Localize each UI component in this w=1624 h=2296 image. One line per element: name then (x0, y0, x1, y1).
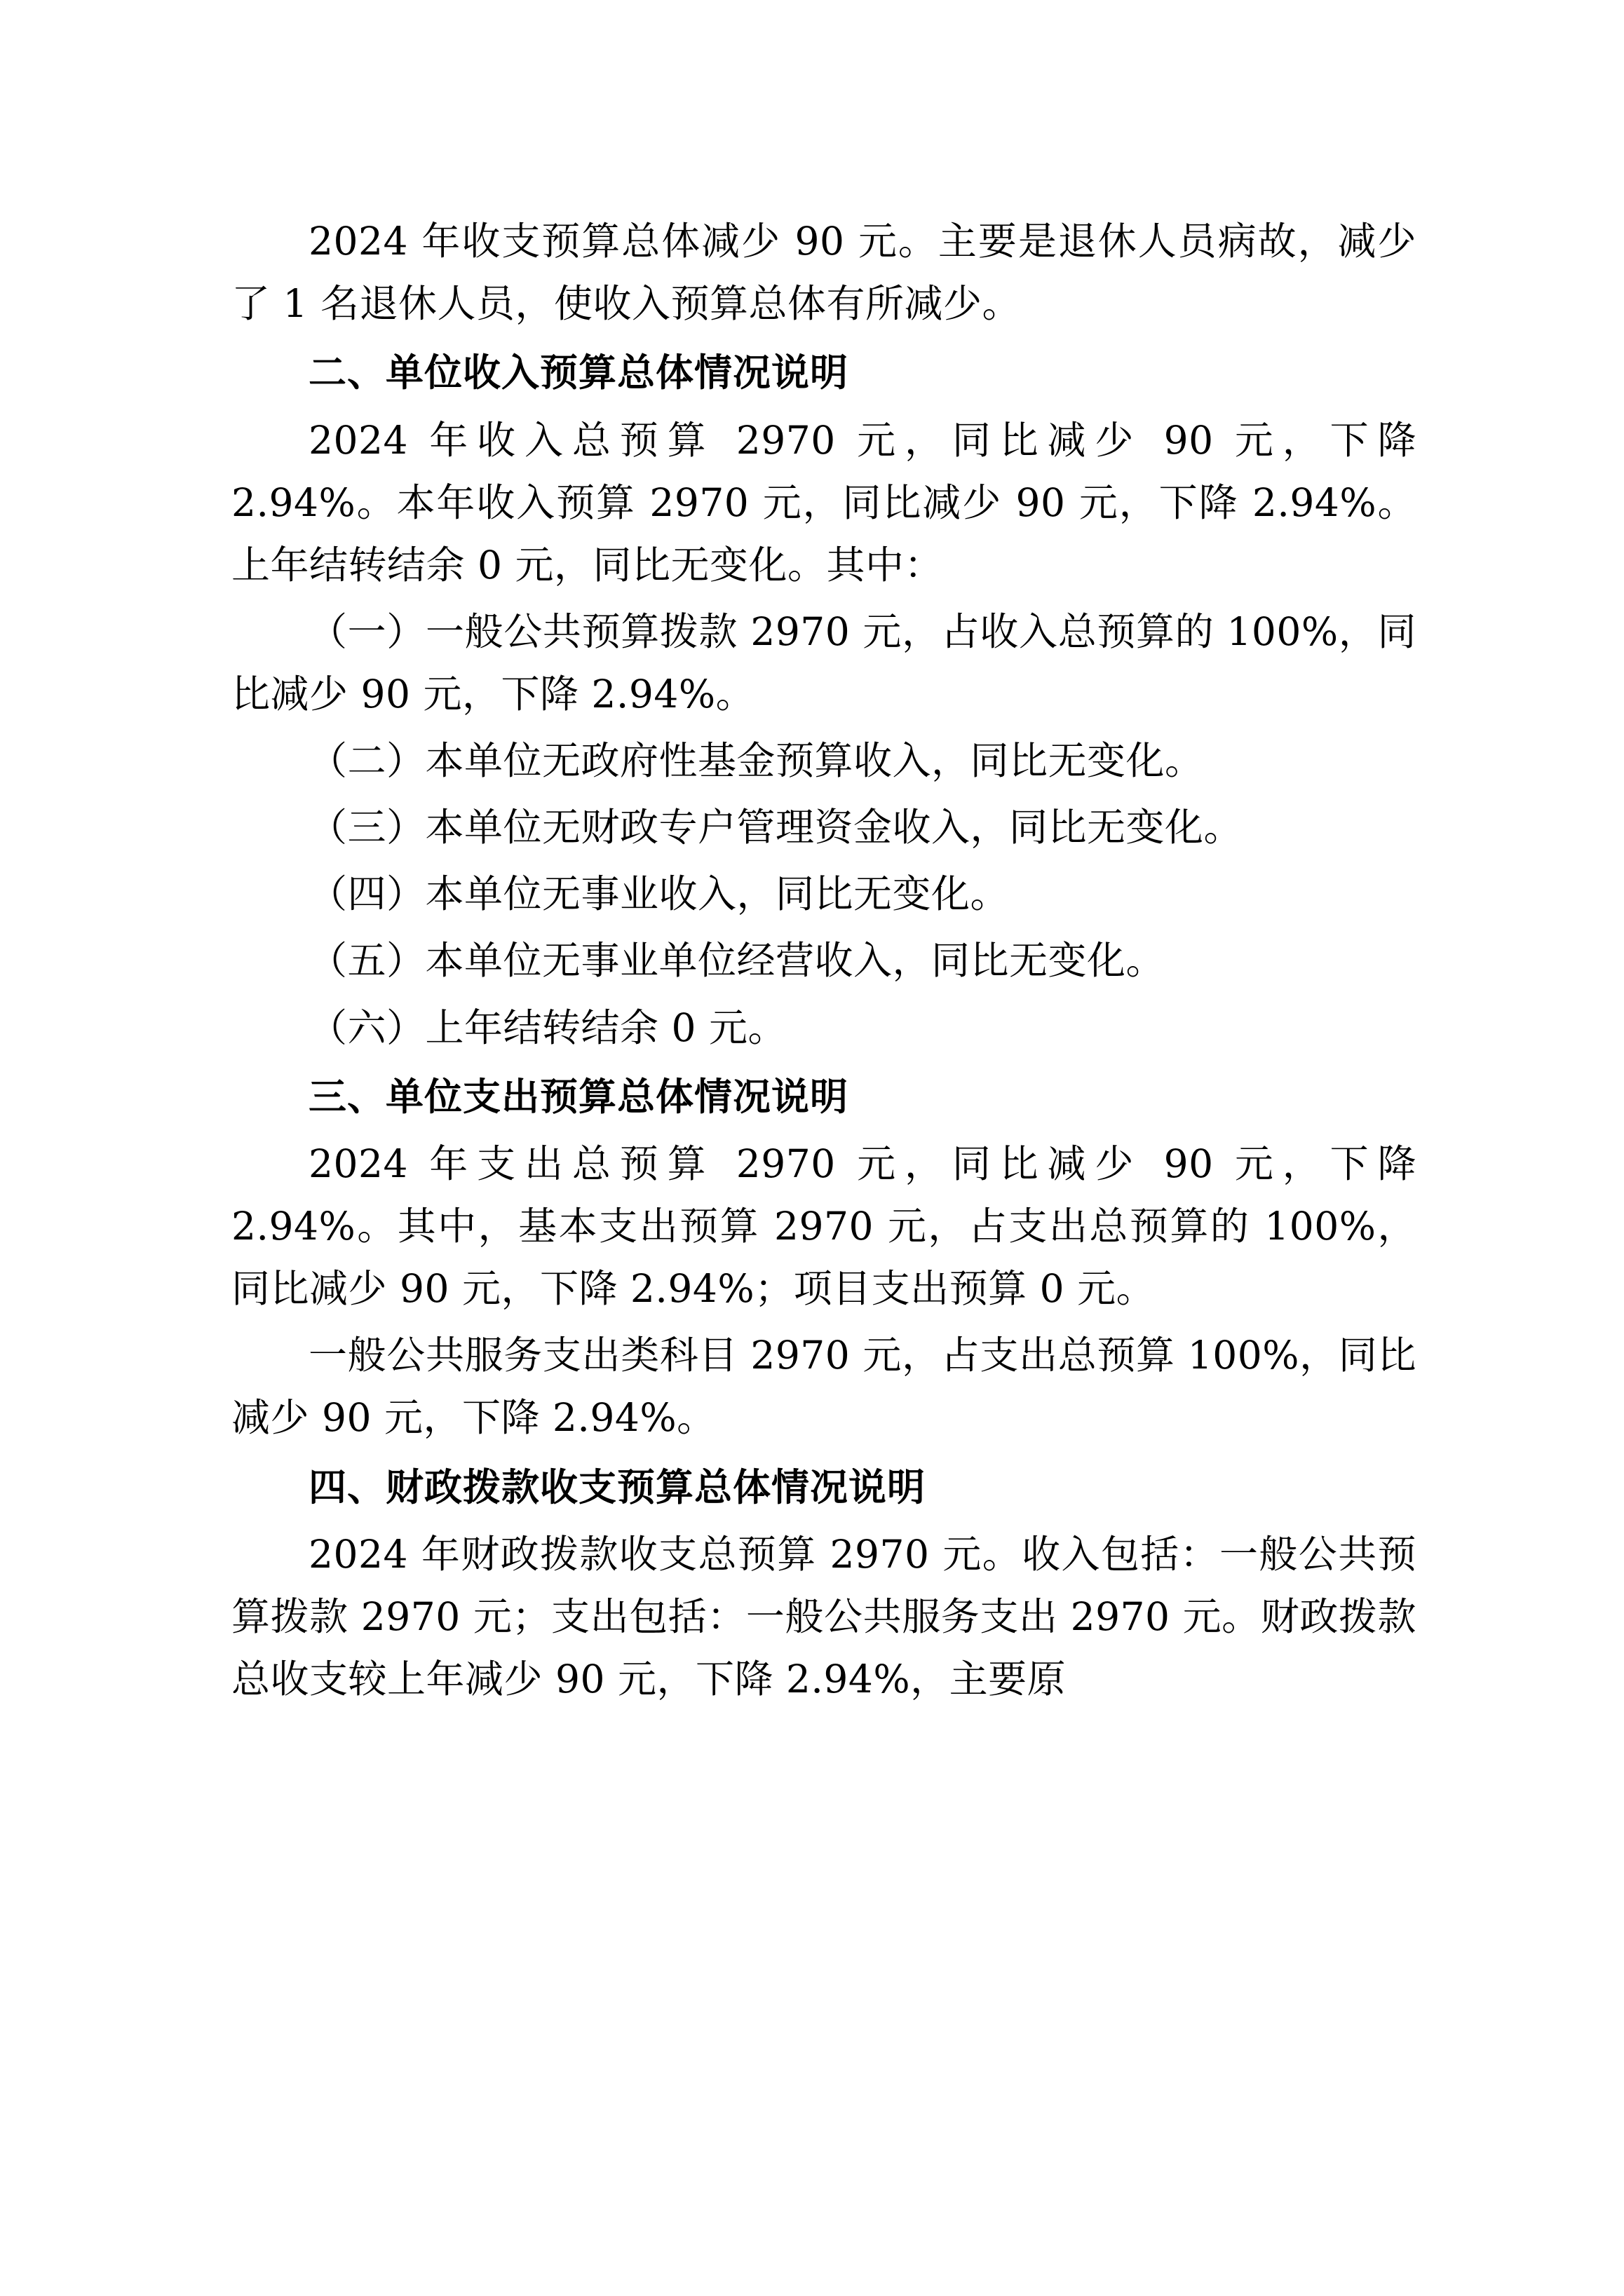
paragraph-income-item-four: （四）本单位无事业收入，同比无变化。 (309, 871, 1010, 917)
paragraph-general-public-service: 一般公共服务支出类科目 2970 元，占支出总预算 100%，同比减少 90 元，下降 2.94%。 (231, 1333, 1416, 1441)
paragraph-income-item-two: （二）本单位无政府性基金预算收入，同比无变化。 (309, 738, 1204, 784)
document-body (231, 210, 1416, 1711)
heading-section-four: 四、财政拨款收支预算总体情况说明 (309, 1465, 926, 1509)
heading-section-two: 二、单位收入预算总体情况说明 (309, 351, 848, 395)
paragraph-intro: 2024 年收支预算总体减少 90 元。主要是退休人员病故，减少了 1 名退休人员，使收入预算总体有所减少。 (231, 219, 1416, 327)
paragraph-fiscal-appropriation: 2024 年财政拨款收支总预算 2970 元。收入包括：一般公共预算拨款 2970 元；支出包括：一般公共服务支出 2970 元。财政拨款总收支较上年减少 90 元，下降 2.94%，主要原 (231, 1532, 1416, 1702)
paragraph-income-item-five: （五）本单位无事业单位经营收入，同比无变化。 (309, 938, 1165, 984)
paragraph-income-item-three: （三）本单位无财政专户管理资金收入，同比无变化。 (309, 805, 1243, 850)
paragraph-income-item-one: （一）一般公共预算拨款 2970 元，占收入总预算的 100%，同比减少 90 元，下降 2.94%。 (231, 609, 1416, 717)
heading-section-three: 三、单位支出预算总体情况说明 (309, 1074, 848, 1119)
paragraph-expenditure-summary: 2024 年支出总预算 2970 元，同比减少 90 元，下降 2.94%。其中，基本支出预算 2970 元，占支出总预算的 100%，同比减少 90 元，下降 2.94%；项目支出预算 0 元。 (231, 1141, 1416, 1312)
paragraph-income-item-six: （六）上年结转结余 0 元。 (309, 1005, 787, 1050)
paragraph-income-summary: 2024 年收入总预算 2970 元，同比减少 90 元，下降 2.94%。本年收入预算 2970 元，同比减少 90 元，下降 2.94%。上年结转结余 0 元，同比无变化。其中： (231, 417, 1416, 587)
